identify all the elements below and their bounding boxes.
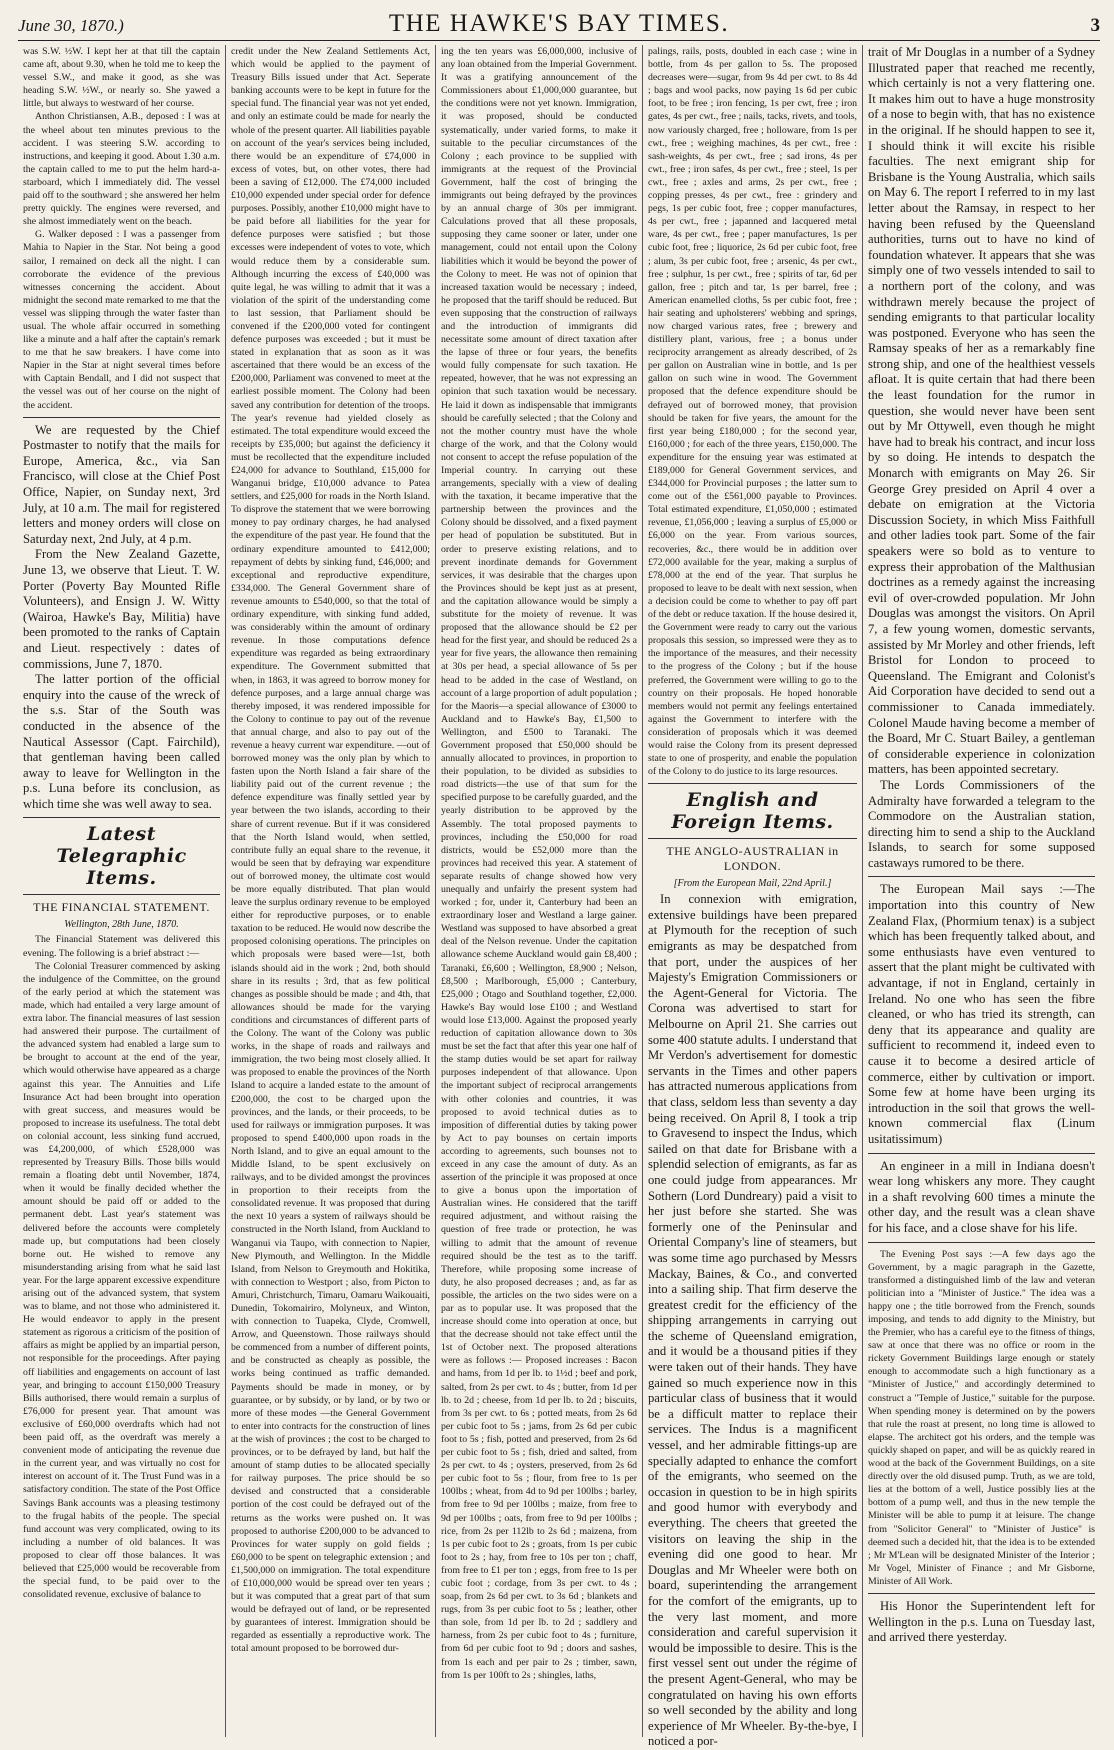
article-paragraph: Anthon Christiansen, A.B., deposed : I was at the wheel about ten minutes previous to the accident. I was steering S.W. according to instructions, and keeping it good. About 1.30 a.m. the captain called to me to put the helm hard-a-starboard, which I immediately did. The vessel paid off to the southward ; she answered her helm pretty quickly. The engines were reversed, and she almost immediately went on the beach. — [23, 111, 220, 228]
article-paragraph: An engineer in a mill in Indiana doesn't wear long whiskers any more. They caught in a shaft revolving 600 times a minute the other day, and the result was a clean shave for his face, and a close shave for his life. — [868, 1158, 1095, 1235]
section-heading: Latest Telegraphic Items. — [56, 823, 187, 890]
page-number: 3 — [1090, 15, 1100, 36]
article-paragraph: The European Mail says :—The importation into this country of New Zealand Flax, (Phormium tenax) is a subject which has been frequently talked about, and some enthusiasts have even ventured to assert that the plant might be cultivated with advantage, if not in England, certainly in Ireland. No one who has seen the fibre cleaned, or who has tried its strength, can deny that its appearance and quality are sufficient to recommend it, indeed even to cause it to become a desired article of commerce, either by cultivation or import. Some few at home have been urging its introduction in the soil that grows the well-known commercial flax (Linum usitatissimum) — [868, 882, 1095, 1146]
masthead — [18, 10, 1100, 41]
column-1 — [18, 45, 226, 1737]
section-heading: English and Foreign Items. — [671, 789, 834, 834]
column-3 — [436, 45, 643, 1737]
divider — [23, 817, 220, 818]
divider — [23, 894, 220, 895]
article-paragraph: In connexion with emigration, extensive buildings have been prepared at Plymouth for the reception of such emigrants as may be despatched from that port, under the auspices of her Majesty's Emigration Commissioners or the Agent-General for Victoria. The Corona was advertised to start for Melbourne on April 21. She carries out some 400 statute adults. I understand that Mr Verdon's advertisement for domestic servants in the Times and other papers has attracted numerous applications from that class, seldom less than seventy a day being received. On April 8, I took a trip to Gravesend to inspect the Indus, which sailed on that date for Brisbane with a splendid selection of emigrants, as far as one could judge from appearances. Mr Sothern (Lord Dundreary) paid a visit to her just before she started. She was formerly one of the Peninsular and Oriental Company's line of steamers, but was some time ago purchased by Messrs Mackay, Baines, & Co., and converted into a sailing ship. That firm deserve the greatest credit for the efficiency of the shipping arrangements in carrying out the scheme of Queensland emigration, and it would be a thousand pities if they were taken out of their hands. They have gained so much experience now in this particular class of business that it would be a difficult matter to replace their services. The Indus is a magnificent vessel, and her admirable fittings-up are specially adapted to enhance the comfort of the emigrants, who seemed on the occasion in question to be in high spirits and good humor with everybody and everything. The cheers that greeted the visitors on leaving the ship in the evening did one good to hear. Mr Douglas and Mr Wheeler were both on board, superintending the arrangement for the comfort of the emigrants, up to the very last moment, and more consideration and careful supervision it would be impossible to desire. This is the first vessel sent out under the régime of the present Agent-General, who may be congratulated on having his own efforts so well seconded by the ability and long experience of Mr Wheeler. By-the-bye, I noticed a por- — [648, 892, 857, 1749]
article-heading: THE ANGLO-AUSTRALIAN in LONDON. — [666, 844, 839, 874]
divider — [23, 417, 220, 418]
article-heading: THE FINANCIAL STATEMENT. — [33, 900, 210, 915]
column-2 — [226, 45, 436, 1737]
article-paragraph: was S.W. ½W. I kept her at that till the captain came aft, about 9.30, when he told me to keep the vessel S.W., and make it good, as she was heading S.W. ½W., or nearly so. She yawed a little, but always to westward of her course. — [23, 46, 220, 110]
local-news-paragraph: We are requested by the Chief Postmaster to notify that the mails for Europe, America, &c., via San Francisco, will close at the Chief Post Office, Napier, on Sunday next, 3rd July, at 10 a.m. The mail for registered letters and money orders will close on Saturday next, 2nd July, at 4 p.m. — [23, 422, 220, 546]
divider — [648, 838, 857, 839]
local-news-paragraph: The latter portion of the official enquiry into the cause of the wreck of the s.s. Star of the South was conducted in the absence of the Nautical Assessor (Capt. Fairchild), that gentleman having been called away to leave for Wellington in the p.s. Luna before its conclusion, as which time she was well away to sea. — [23, 672, 220, 811]
article-paragraph: G. Walker deposed : I was a passenger from Mahia to Napier in the Star. Not being a good sailor, I remained on deck all the night. I can corroborate the evidence of the previous witnesses concerning the accident. About midnight the second mate remarked to me that the vessel was slipping through the water faster than usual. The whole affair occurred in something like a minute and a half after the captain's remark to me that he saw breakers. I have come into Napier in the Star at night several times before with Captain Bendall, and I did not suspect that the vessel was out of her course on the night of the accident. — [23, 229, 220, 411]
divider — [868, 876, 1095, 877]
column-4 — [643, 45, 863, 1749]
newspaper-title: THE HAWKE'S BAY TIMES. — [388, 10, 730, 37]
article-paragraph: trait of Mr Douglas in a number of a Sydney Illustrated paper that reached me recently, which certainly is not a very flattering one. It makes him out to have a huge monstrosity of a nose to begin with, that has no existence in the original. If he should happen to see it, I should think it will excite his risible faculties. The next emigrant ship for Brisbane is the Young Australia, which sails on May 6. The report I referred to in my last letter about the Ramsay, in respect to her having been refused by the Queensland authorities, turns out to have no kind of foundation whatever. It appears that she was simply one of two vessels intended to sail to a northern port of the colony, and was withdrawn merely because the project of sending emigrants to that particular locality was postponed. Everyone who has seen the Ramsay speaks of her as a remarkably fine strong ship, and one of the healthiest vessels afloat. It is quite certain that had there been the least foundation for the rumor in question, she would never have been sent out by Mr Ottywell, even though he might have had to break his contract, and incur loss by so doing. He intends to despatch the Monarch with emigrants on May 26. Sir George Grey presided on April 4 over a debate on emigration at the Victoria Discussion Society, in which Miss Faithfull and other ladies took part. Some of the fair speakers were so bold as to venture to express their approbation of the Malthusian doctrines as a remedy against the increasing evil of over-crowded population. Mr John Douglas was amongst the visitors. On April 7, a few young women, domestic servants, assisted by Mr Morley and other friends, left Bristol for London to proceed to Queensland. The Emigrant and Colonist's Aid Corporation have decided to send out a commissioner to Canada immediately. Colonel Maude having become a member of the Board, Mr C. Stuart Bailey, a gentleman of considerable experience in colonization matters, has been appointed secretary. — [868, 45, 1095, 777]
columns — [18, 45, 1100, 1749]
local-news-paragraph: From the New Zealand Gazette, June 13, we observe that Lieut. T. W. Porter (Poverty Bay Mounted Rifle Volunteers), and Ensign J. W. Witty (Wairoa, Hawke's Bay, Militia) have been promoted to the ranks of Captain and Lieut. respectively : dates of commissions, June 7, 1870. — [23, 547, 220, 671]
dateline: Wellington, 28th June, 1870. — [64, 919, 179, 931]
article-paragraph: ing the ten years was £6,000,000, inclusive of any loan obtained from the Imperial Government. It was a gratifying announcement of the Commissioners about £1,000,000 guarantee, but the conditions were not yet known. Immigration, it was proposed, should be conducted systematically, under varied forms, to make it suitable to the peculiar circumstances of the Colony ; each province to be supplied with immigrants at the request of the Provincial Government, half the cost of bringing the immigrants out being defrayed by the provinces by an annual charge of 30s per immigrant. Calculations proved that all these proposals, supposing they came sooner or later, under one management, could not entail upon the Colony liabilities which it would be beyond the power of the Colony to meet. He was not of opinion that increased taxation would be necessary ; indeed, he proposed that the tariff should be reduced. But even supposing that the construction of railways and the introduction of immigrants did necessitate some amount of direct taxation after the lapse of three or four years, the benefits would fully compensate for such taxation. He repeated, however, that he was not expressing an opinion that such taxation would be necessary. He laid it down as indispensable that immigrants should be carefully selected ; that the Colony and not the mother country must have the whole charge of the work, and that the Colony would not consent to accept the refuse population of the Imperial country. In carrying out these arrangements, specially with a view of dealing with the taxation, it became imperative that the partnership between the provinces and the Colony should be dissolved, and a fixed payment per head of population be substituted. But in order to preserve existing relations, and to prevent inordinate demands for Government services, it was desirable that the charges upon the Provinces should be kept just as at present, and the capitation allowance would be simply a substitute for the moiety of revenue. It was proposed that the allowance should be £2 per head for the first year, and should be reduced 2s a year for five years, the allowance then remaining at 30s per head, a special allowance of 5s per head to be added in the case of Westland, on account of a large proportion of adult population ; for the Maoris—a special allowance of £3000 to Auckland and to Hawke's Bay, £1,500 to Wellington, and £500 to Taranaki. The Government proposed that £50,000 should be annually allocated to provinces, in proportion to their population, to be divided as subsidies to road districts—the use of that sum for the specified purpose to be carefully guarded, and the yearly distribution to be approved by the Assembly. The total proposed payments to provinces, including the £50,000 for road districts, would be £52,000 more than the provinces had received this year. A statement of separate results of change showed how very unequally and unfairly the present system had worked ; for, under it, Canterbury had been an extraordinary loser and Westland a large gainer. Westland was supposed to have absorbed a great deal of the Nelson revenue. Under the capitation allowance scheme Auckland would gain £8,400 ; Taranaki, £6,600 ; Wellington, £8,900 ; Nelson, £8,500 ; Marlborough, £5,000 ; Canterbury, £25,000 ; Otago and Southland together, £2,000. Hawke's Bay would lose £100 ; and Westland would lose £13,000. Against the proposed yearly reduction of capitation allowance down to 30s must be set the fact that after this year one half of the stamp duties would be set apart for railway purposes independent of that allowance. Upon the important subject of reciprocal arrangements with other colonies and countries, it was proposed to avoid technical duties as to imposition of differential duties by taking power by Act to pay bounses on certain imports according to agreements, such bounses not to exceed in any case the amount of duty. As an assertion of the principle it was proposed at once to give a bonus upon the importation of Australian wines. He considered that the tariff required adjustment, and without raising the question of free trade or protection, he was willing to admit that the amount of revenue required should be the test as to the tariff. Therefore, while proposing some increase of duty, he also proposed decreases ; and, as far as possible, the articles on the two sides were on a par as to popular use. It was proposed that the increase should come into operation at once, but that the decrease should not take effect until the 1st of October next. The proposed alterations were as follows :— Proposed increases : Bacon and hams, from 1d per lb. to 1½d ; beef and pork, salted, from 2s per cwt. to 4s ; butter, from 1d per lb. to 2d ; cheese, from 1d per lb. to 2d ; biscuits, from 3s per cwt. to 6s ; potted meats, from 2s 6d per cubic foot to 5s ; jams, from 2s 6d per cubic foot to 5s ; fish, potted and preserved, from 2s 6d per cubic foot to 5s ; fish, dried and salted, from 2s per cwt. to 4s ; oysters, preserved, from 2s 6d per cubic foot to 5s ; flour, from free to 1s per 100lbs ; wheat, from 4d to 9d per 100lbs ; barley, from free to 9d per 100lbs ; maize, from free to 9d per 100lbs ; oats, from free to 9d per 100lbs ; rice, from 2s per 112lb to 2s 6d ; maizena, from 1s per cubic foot to 2s ; groats, from 1s per cubic foot to 2s ; hay, from free to 10s per ton ; chaff, from free to £1 per ton ; eggs, from free to 1s per cubic foot ; cordage, from 3s per cwt. to 4s ; soap, from 2s 6d per cwt. to 3s 6d ; blankets and rugs, from 3s per cubic foot to 5s ; leather, other than sole, from 1d per lb. to 2d ; saddlery and harness, from 2s per cubic foot to 4s ; furniture, from 6d per cubic foot to 9d ; doors and sashes, from 1s each and per pair to 2s ; timber, sawn, from 1s per 100ft to 2s ; shingles, laths, — [441, 46, 637, 1681]
article-paragraph: credit under the New Zealand Settlements Act, which would be applied to the payment of Treasury Bills issued under that Act. Seperate banking accounts were to be kept in future for the special fund. The financial year was not yet ended, and only an estimate could be made for nearly the whole of the present quarter. All liabilities payable on account of the year's services being included, there would be an expenditure of £74,000 in excess of votes, but, on other votes, there had been a saving of £12,000. The £74,000 included £10,000 expended under special order for defence purposes. Possibly, another £10,000 might have to be paid before all liabilities for the year for defence purposes were satisfied ; but those excesses were independent of votes to vote, which would reduce them by a considerable sum. Although incurring the excess of £40,000 was quite legal, he was willing to admit that it was a violation of the spirit of the understanding come to last session, that Parliament should be convened if the £200,000 voted for contingent defence purposes was exceeded ; but it must be stated in explanation that as soon as it was ascertained that there would be an excess of the £200,000, Parliament was convened to meet at the earliest possible moment. The Colony had been saved any contribution for detention of the troops. The year's revenue had yielded closely as estimated. The total expenditure would exceed the receipts by £35,000; but against the deficiency it must be recollected that the expenditure included £24,000 for advance to Southland, £15,000 for Wanganui bridge, £10,000 advance to Patea settlers, and £25,000 for roads in the North Island. To disprove the statement that we were borrowing money to pay ordinary charges, he had analysed the expenditure of the past year. He found that the ordinary expenditure amounted to £412,000; repayment of debts by sinking fund, £46,000; and exceptional and reproductive expenditure, £334,000. The General Government share of revenue amounts to £540,000, so that the total of ordinary expenditure, with sinking fund added, was considerably within the amount of ordinary revenue. In those computations defence expenditure was regarded as being extraordinary expenditure. The Government submitted that when, in 1863, it was agreed to borrow money for defence purposes, and a large annual charge was thereby imposed, it was rendered impossible for the Colony to continue to pay out of the revenue that annual charge, and also to pay out of the revenue a heavy current war expenditure. —out of borrowed money was the only plan by which to fasten upon the North Island a fair share of the liability paid out of the current revenue ; the defence expenditure was finally settled year by year between the two islands, according to their share of current revenue. But if it was considered that the North Island would, when settled, contribute fully an equal share to the revenue, it would be seen that by defraying war expenditure out of borrowed money, the ultimate cost would be more equally distributed. That plan would leave the surplus ordinary revenue to be employed either for reproductive purposes, or to enable taxation to be reduced. He would now describe the proposed colonising operations. The principles on which proposals were based were—1st, both islands should aid in the work ; 2nd, both should share in its results ; 3rd, that as few political changes as possible should be made ; and 4th, that allowances should be made for the varying conditions and circumstances of different parts of the Colony. The want of the Colony was public works, in the shape of roads and railways and immigration, the two being most closely allied. It was proposed to enable the provinces of the North Island to acquire a landed estate to the amount of £200,000, the cost to be charged upon the provinces, and the lands, or their proceeds, to be used for railways or immigration purposes. It was proposed to spend £400,000 upon roads in the North Island, and to give an equal amount to the Middle Island, to be spent exclusively on railways, and to be divided amongst the provinces in proportion to their receipts from the consolidated revenue. It was proposed that during the next 10 years a system of railways should be constructed in the North Island, from Auckland to Wanganui via Taupo, with connection to Napier, New Plymouth, and Wellington. In the Middle Island, from Nelson to Greymouth and Hokitika, with connection to Westport ; also, from Picton to Amuri, Christchurch, Timaru, Oamaru Waikouaiti, Dunedin, Tokomairiro, Molyneux, and Winton, with connection to Tuapeka, Clyde, Cromwell, Arrow, and Queenstown. Those railways should be commenced from a number of different points, and be constructed as cheaply as possible, the works being continued as traffic demanded. Payments should be made in money, or by guarantee, or by subsidy, or by land, or by two or more of these modes —the General Government to enter into contracts for the construction of lines at the wish of provinces ; the cost to be charged to provinces, or to be defrayed by land, but half the amount of stamp duties to be allocated specially for railway purposes. The price should be so devised and constructed that a considerable portion of the cost could be defrayed out of the returns as the works were pushed on. It was proposed to authorise £200,000 to be advanced to Provinces for water supply on gold fields ; £60,000 to be spent on telegraphic extension ; and £1,500,000 on immigration. The total expenditure of £10,000,000 would be spread over ten years ; but it was computed that a great part of that sum would be defrayed out of land, or be represented by guarantees of interest. Immigration should be regarded as essentially a reproductive work. The total amount proposed to be borrowed dur- — [231, 46, 430, 1655]
divider — [868, 1153, 1095, 1154]
article-paragraph: The Lords Commissioners of the Admiralty have forwarded a telegram to the Commodore on the Australian station, directing him to send a ship to the Auckland Islands, to search for some supposed castaways rumored to be there. — [868, 777, 1095, 870]
source-line: [From the European Mail, 22nd April.] — [673, 878, 832, 890]
column-5 — [863, 45, 1100, 1737]
divider — [868, 1242, 1095, 1243]
article-paragraph: palings, rails, posts, doubled in each case ; wine in bottle, from 4s per gallon to 5s. The proposed decreases were—sugar, from 9s 4d per cwt. to 8s 4d ; bags and wool packs, now paying 1s 6d per cubic foot, to be free ; iron fencing, 1s per cwt, free ; iron gates, 4s per cwt., free ; nails, tacks, rivets, and tools, now variously charged, free ; holloware, from 1s per cwt., free ; weighing machines, 4s per cwt., free : sash-weights, 4s per cwt., free ; sad irons, 4s per cwt., free ; iron safes, 4s per cwt., free ; steel, 1s per cwt., free ; axles and arms, 2s per cwt., free ; copping presses, 4s per cwt., free : grindery and pegs, 1s per cubic foot, free ; copper manufactures, 4s per cwt., free ; japanned and lacquered metal ware, 4s per cwt., free ; paper manufactures, 1s per cubic foot, free ; liquorice, 2s 6d per cubic foot, free ; alum, 3s per cubic foot, free ; arsenic, 4s per cwt., free ; sulphur, 1s per cwt., free ; spirits of tar, 6d per gallon, free ; pitch and tar, 1s per barrel, free ; American enamelled cloths, 5s per cubic foot, free ; hair seating and upholsterers' webbing and springs, now charged various rates, free ; brewery and distillery plant, various, free ; a bonus under reciprocity arrangement as already described, of 2s per gallon on Australian wine in bottle, and 1s per gallon on such wine in wood. The Government proposed that the defence expenditure should be defrayed out of borrowed money, that provision should be taken for five years, the amount for the first year being £180,000 ; for the second year, £160,000 ; for each of the three years, £150,000. The expenditure for the ensuing year was estimated at £189,000 for General Government services, and £344,000 for Provincial purposes ; the latter sum to come out of the £561,000 payable to Provinces. Total estimated expenditure, £1,050,000 ; estimated revenue, £1,056,000 ; leaving a surplus of £5,000 or £6,000 on the year. From various sources, recoveries, &c., there would be in addition over £72,000 available for the year, making a surplus of £78,000 at the end of the year. That surplus he proposed to leave to be dealt with next session, when a decision could be come to whether to pay off part of the debt or reduce taxation. If the house desired it, the Government were ready to carry out the various proposals this session, so impressed were they as to the importance of the measures, and their necessity to the progress of the Colony ; but if the house preferred, the Government were willing to go to the country on their proposals. He hoped honorable members would not permit any feelings entertained against the Government to interfere with the consideration of proposals which it was deemed would raise the Colony from its present depressed state to one of prosperity, and enable the population of the Colony to do justice to its large resources. — [648, 46, 857, 778]
article-paragraph: The Colonial Treasurer commenced by asking the indulgence of the Committee, on the ground of the early period at which the statement was made, which had entailed a very large amount of extra labor. The financial measures of last session had answered their purpose. The curtailment of the advanced system had enabled a large sum to be brought to account at the end of the year, which would otherwise have appeared as a charge against this year. The Annuities and Life Insurance Act had been brought into operation with great success, and measures would be proposed to increase its usefulness. The total debt on colonial account, less sinking fund accrued, was £4,200,000, of which £528,000 was represented by Treasury Bills. Those bills would remain a floating debt until November, 1874, when it would be finally decided whether the amount should be paid off or added to the permanent debt. Last year's statement was delivered before the accounts were completely made up, but computations had been closely borne out. He wished to remove any misunderstanding arising from what he said last year. For the large apparent excessive expenditure arising out of the advanced system, that system was to blame, and not those who administered it. He would endeavor to apply in the present statement as rigorous a criticism of the position of affairs as might be applied by an impartial person, not responsible for the proceedings. After paying off liabilities and engagements on account of last year, and bringing to account £150,000 Treasury Bills authorised, there would remain a surplus of £76,000 for present year. That amount was exclusive of £60,000 overdrafts which had not been paid off, as the overdraft was merely a convenient mode of anticipating the revenue due in the current year, and was virtually no cost for interest on account of it. The Trust Fund was in a satisfactory condition. The state of the Post Office Savings Bank accounts was a pleasing testimony to the frugal habits of the people. The special fund account was very complicated, owing to its including a number of old balances. It was proposed to clear off those balances. It was believed that £25,000 would be recoverable from the special fund, to be paid over to the consolidated revenue, exclusive of balance to — [23, 960, 220, 1601]
divider — [648, 783, 857, 784]
article-paragraph: The Financial Statement was delivered this evening. The following is a brief abstract :— — [23, 934, 220, 959]
divider — [868, 1593, 1095, 1594]
issue-date: June 30, 1870.) — [18, 16, 124, 35]
article-paragraph: His Honor the Superintendent left for Wellington in the p.s. Luna on Tuesday last, and arrived there yesterday. — [868, 1598, 1095, 1645]
article-paragraph: The Evening Post says :—A few days ago the Government, by a magic paragraph in the Gazette, transformed a distinguished limb of the law and veteran politician into a "Minister of Justice." The idea was a happy one ; the title borrowed from the French, sounds imposing, and tends to add dignity to the Ministry, but the Premier, who has a careful eye to the fitness of things, saw at once that there was no office or room in the rickety Government Buildings large enough or stately enough to accommodate such a high functionary as a "Minister of Justice," and accordingly determined to construct a "Temple of Justice," suitable for the purpose. When spending money is determined on by the powers that rule the roast at present, no long time is allowed to elapse. The architect got his orders, and the temple was quickly shaped on paper, and will be as quickly reared in wood at the back of the Government Buildings, on a site directly over the old disused pump. Truth, as we are told, lies at the bottom of a well, Justice possibly lies at the bottom of a pump well, and thus in the new temple the Minister will be able to pump it at leisure. The change from "Solicitor General" to "Minister of Justice" is deemed such a decided hit, that the idea is to be extended ; Mr M'Lean will be designated Minister of the Interior ; Mr Vogel, Minister of Finance ; and Mr Gisborne, Minister of All Work. — [868, 1248, 1095, 1587]
